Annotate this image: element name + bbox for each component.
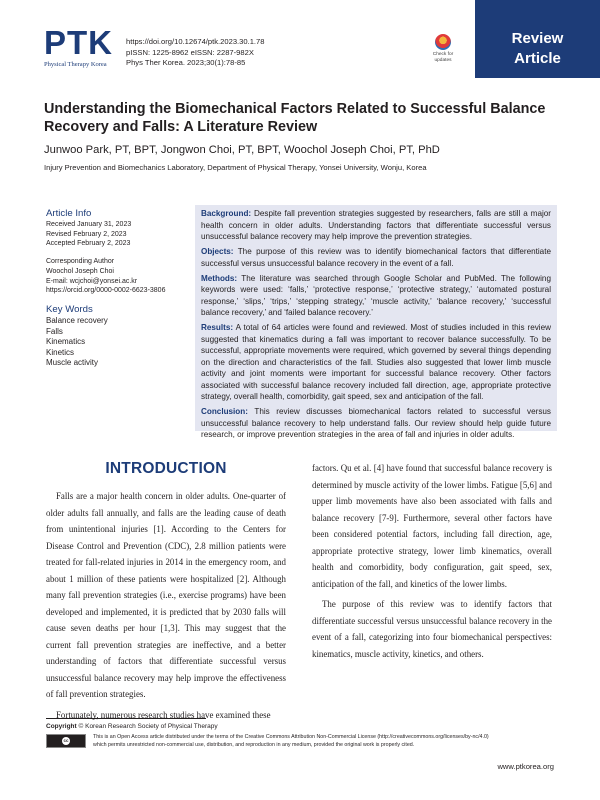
license-text [93,734,563,750]
corresponding-name: Woochol Joseph Choi [46,267,114,275]
doi-link[interactable]: https://doi.org/10.12674/ptk.2023.30.1.78 [126,37,265,46]
body-column-left [46,460,286,727]
accepted-date: Accepted February 2, 2023 [46,240,131,248]
keyword-item: Kinetics [46,347,75,357]
abstract-objects [201,246,551,269]
received-date: Received January 31, 2023 [46,221,132,228]
article-info-sidebar [46,208,186,369]
abstract-methods [201,273,551,319]
results-text: A total of 64 articles were found and reviewed. Most of studies included in this review suggested that kinematics during a fall was important to recover balance successfully. To be successful, appropriate movements were required, which governed by several things depending on the direction and characteristics of the fall. Studies also suggested that lower limb muscle activity and joint moments were important for successful balance recovery. Other factors associated with successful balance recovery included fall direction, age, appropriate protective strategy, overall health, comorbidity, gait speed, sex and anticipation of the fall. [201,323,551,402]
keyword-item: Muscle activity [46,358,99,368]
cc-license-icon[interactable] [46,734,86,748]
logo-subtitle: Physical Therapy Korea [44,61,107,68]
keywords-list [46,316,186,369]
check-label-1: Check for [432,52,454,57]
abstract-results [201,322,551,403]
corresponding-email[interactable]: E-mail: wcjchoi@yonsei.ac.kr [46,277,138,285]
keyword-item: Balance recovery [46,315,108,325]
intro-paragraph-2-cont: factors. Qu et al. [4] have found that successful balance recovery is determined by muscle activity of the lower limbs. Fatigue [5,6] and upper limb movements have also been associated with falls and balance recovery [7-9]. Furthermore, several other factors have been considered potential factors, including fall direction, age, appropriate protective strategy, lower limb kinematics, overall health and comorbidity, body configuration, gait speed, sex, anticipation of the fall, and kinetics of the lower limbs. [312,463,552,589]
article-type-badge [475,0,600,78]
corresponding-heading: Corresponding Author [46,258,115,266]
license-line-2: which permits unrestricted non-commercial use, distribution, and reproduction in any medium, provided the original work is properly cited. [93,741,415,748]
citation-text: Phys Ther Korea. 2023;30(1):78-85 [126,58,246,68]
methods-label: Methods: [201,273,238,283]
article-type-line2: Article [514,50,561,67]
revised-date: Revised February 2, 2023 [46,230,127,238]
check-updates-icon [435,34,451,50]
methods-text: The literature was searched through Google Scholar and PubMed. The following keywords were used: ‘falls,’ ‘protective response,’ ‘protective strategy,’ ‘automated postural response,’ ‘slips,’ ‘trips,’ ‘stepping strategy,’ ‘muscle activity,’ ‘balance recovery,’ ‘successful balance recovery,’ and ‘failed balance recovery.’ [201,273,551,318]
logo-wordmark: PTK [44,24,113,61]
background-label: Background: [201,209,252,218]
copyright-label: Copyright [46,723,77,730]
results-label: Results: [201,323,234,333]
journal-logo [44,26,114,68]
check-for-updates-button[interactable] [428,34,458,68]
author-list: Junwoo Park, PT, BPT, Jongwon Choi, PT, BPT, Woochol Joseph Choi, PT, PhD [44,144,440,156]
copyright-text: © Korean Research Society of Physical Therapy [78,723,218,730]
issn-text: pISSN: 1225-8962 eISSN: 2287-982X [126,47,254,57]
body-column-right [312,460,552,666]
objects-label: Objects: [201,247,234,257]
copyright-line [46,723,218,730]
keywords-heading: Key Words [46,303,93,315]
abstract-background [201,208,551,243]
introduction-heading: INTRODUCTION [105,460,227,477]
cc-icon-text: cc [63,738,69,743]
affiliation: Injury Prevention and Biomechanics Laboratory, Department of Physical Therapy, Yonsei University, Wonju, Korea [44,163,427,172]
footer-divider [46,718,206,719]
keyword-item: Kinematics [46,337,86,347]
conclusion-text: This review discusses biomechanical factors related to successful versus unsuccessful balance recovery to help understand falls. Our review should help guide future research, or improve prevention strategies in the area of fall and injuries in older adults. [201,407,551,440]
intro-paragraph-2-start: Fortunately, numerous research studies have examined these [56,709,271,720]
keyword-item: Falls [46,326,63,336]
intro-paragraph-3: The purpose of this review was to identify factors that differentiate successful versus unsuccessful balance recovery in the event of a fall, categorizing into four biomechanical perspectives: kinematics, muscle activity, kinetics, and others. [312,599,552,659]
abstract-box [195,205,557,440]
abstract-conclusion [201,406,551,441]
journal-meta [126,37,264,69]
journal-website[interactable]: www.ptkorea.org [497,762,554,771]
objects-text: The purpose of this review was to identify biomechanical factors that differentiate successful versus unsuccessful balance recovery in the event of a fall. [201,247,551,268]
intro-paragraph-1: Falls are a major health concern in older adults. One-quarter of older adults fall annually, and falls are the leading cause of death from unintentional injuries [1]. According to the Centers for Disease Control and Prevention (CDC), 2.8 million patients were treated for fall-related injuries in 2014 in the emergency room, and about 1 million of these patients were hospitalized [2]. Although many fall prevention strategies (i.e., exercise programs) have been developed and implemented, it is predicted that by 2030 falls will cause seven deaths per hour [1,3]. This may suggest that the current fall prevention strategies are ineffective, and a better understanding of factors that differentiate successful versus unsuccessful balance recovery may help improve the effectiveness of fall prevention strategies. [46,491,286,699]
background-text: Despite fall prevention strategies suggested by researchers, falls are still a major health concern in older adults. Understanding factors that differentiate successful versus unsuccessful balance recovery may help improve the prevention strategies. [201,209,551,241]
article-type-line1: Review [511,30,564,47]
article-info-heading: Article Info [46,208,92,219]
check-label-2: updates [434,57,452,63]
license-line-1: This is an Open Access article distributed under the terms of the Creative Commons Attribution Non-Commercial License (http://creativecommons.org/licenses/by-nc/4.0) [93,734,489,740]
article-title: Understanding the Biomechanical Factors Related to Successful Balance Recovery and Falls: A Literature Review [44,101,546,135]
orcid-link[interactable]: https://orcid.org/0000-0002-6623-3806 [46,287,166,295]
conclusion-label: Conclusion: [201,407,248,417]
